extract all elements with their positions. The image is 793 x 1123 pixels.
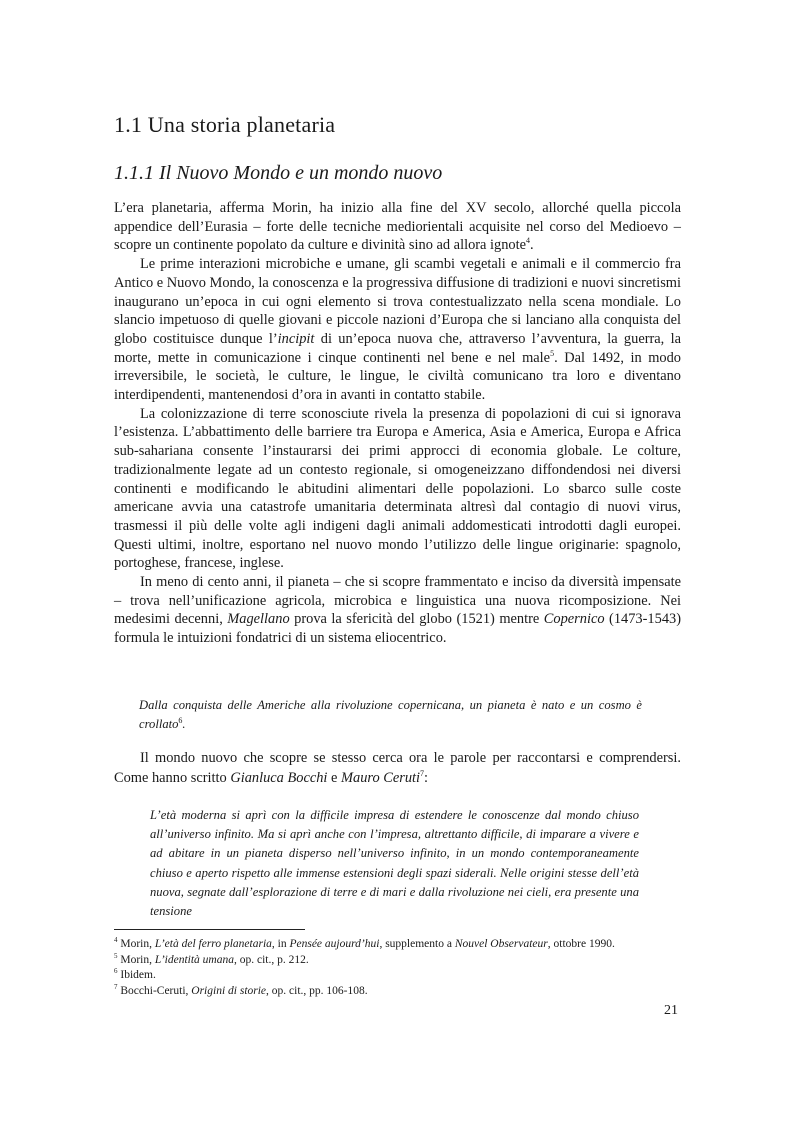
footnote-4: $^4$ Morin, L’età del ferro planetaria, in Pensée aujourd’hui, supplemento a Nouvel Observateur, ottobre 1990. <box>114 936 615 950</box>
main-text <box>114 199 681 648</box>
footnote-ref-5[interactable]: 5 <box>550 348 555 358</box>
footnote-ref-6[interactable]: 6 <box>178 715 183 725</box>
block-quote-2: L’età moderna si aprì con la difficile impresa di estendere le conoscenze dal mondo chiuso all’universo infinito. Ma si aprì anche con l’impresa, altrettanto difficile, di imparare a vivere e ad abitare in un pianeta disperso nell’universo infinito, in un mondo contemporaneamente chiuso e aperto rispetto alle immense estensioni degli spazi siderali. Nelle origini stesse dell’età nuova, segnate dall’esplorazione di terre e di mari e dalla rivoluzione nei cieli, era presente una tensione <box>150 808 639 919</box>
footnote-5: $^5$ Morin, L’identità umana, op. cit., p. 212. <box>114 951 309 966</box>
paragraph-1: L’era planetaria, afferma Morin, ha inizio alla fine del XV secolo, allorché quella piccola appendice dell’Eurasia – forte delle tecniche mediorientali acquisite nel corso del Medioevo – scopre un continente popolato da culture e divinità sino ad allora ignote$^4$. <box>114 200 681 254</box>
section-heading: 1.1 Una storia planetaria <box>114 112 336 137</box>
block-quote-1: Dalla conquista delle Americhe alla rivoluzione copernicana, un pianeta è nato e un cosmo è crollato$^6$. <box>139 698 642 731</box>
paragraph-4: In meno di cento anni, il pianeta – che si scopre frammentato e inciso da diversità impensate – trova nell’unificazione agricola, microbica e linguistica una nuova ricomposizione. Nei medesimi decenni, Magellano prova la sfericità del globo (1521) mentre Copernico (1473-1543) formula le intuizioni fondatrici di un sistema eliocentrico. <box>114 574 681 647</box>
footnote-divider <box>114 929 305 930</box>
footnotes <box>114 937 681 999</box>
footnote-ref-7[interactable]: 7 <box>420 769 425 779</box>
footnote-7: $^7$ Bocchi-Ceruti, Origini di storie, op. cit., pp. 106-108. <box>114 982 368 997</box>
footnote-ref-4[interactable]: 4 <box>526 236 531 246</box>
paragraph-5: Il mondo nuovo che scopre se stesso cerca ora le parole per raccontarsi e comprendersi. Come hanno scritto Gianluca Bocchi e Mauro Ceruti$^7$: <box>114 750 681 786</box>
page-number: 21 <box>664 1003 678 1018</box>
subsection-heading: 1.1.1 Il Nuovo Mondo e un mondo nuovo <box>114 162 443 184</box>
footnote-6: $^6$ Ibidem. <box>114 967 156 982</box>
paragraph-2: Le prime interazioni microbiche e umane, gli scambi vegetali e animali e il commercio fra Antico e Nuovo Mondo, la conoscenza e la progressiva diffusione di tradizioni e nuovi sincretismi inaugurano un’epoca in cui ogni elemento si trova contestualizzato nella scena mondiale. Lo slancio impetuoso di quelle giovani e piccole nazioni d’Europa che si lanciano alla conquista del globo costituisce dunque l’incipit di un’epoca nuova che, attraverso l’avventura, la guerra, la morte, mette in comunicazione i cinque continenti nel bene e nel male$^5$. Dal 1492, in modo irreversibile, le società, le culture, le lingue, le civiltà comunicano tra loro e diventano interdipendenti, mantenendosi d’ora in avanti in contatto stabile. <box>114 256 681 404</box>
paragraph-3: La colonizzazione di terre sconosciute rivela la presenza di popolazioni di cui si ignorava l’esistenza. L’abbattimento delle barriere tra Europa e America, Asia e America, Europa e Africa sub-sahariana consente l’instaurarsi dei primi approcci di economia globale. Le colture, tradizionalmente legate ad un contesto regionale, si omogeneizzano diffondendosi nei diversi continenti e modificando le abitudini alimentari delle popolazioni. Lo sbarco sulle coste americane avvia una catastrofe umanitaria determinata altresì dal contagio di nuovi virus, trasmessi il più delle volte agli indigeni dagli animali addomesticati introdotti dagli europei. Questi ultimi, inoltre, esportano nel nuovo mondo l’utilizzo delle lingue originarie: spagnolo, portoghese, francese, inglese. <box>114 405 681 572</box>
